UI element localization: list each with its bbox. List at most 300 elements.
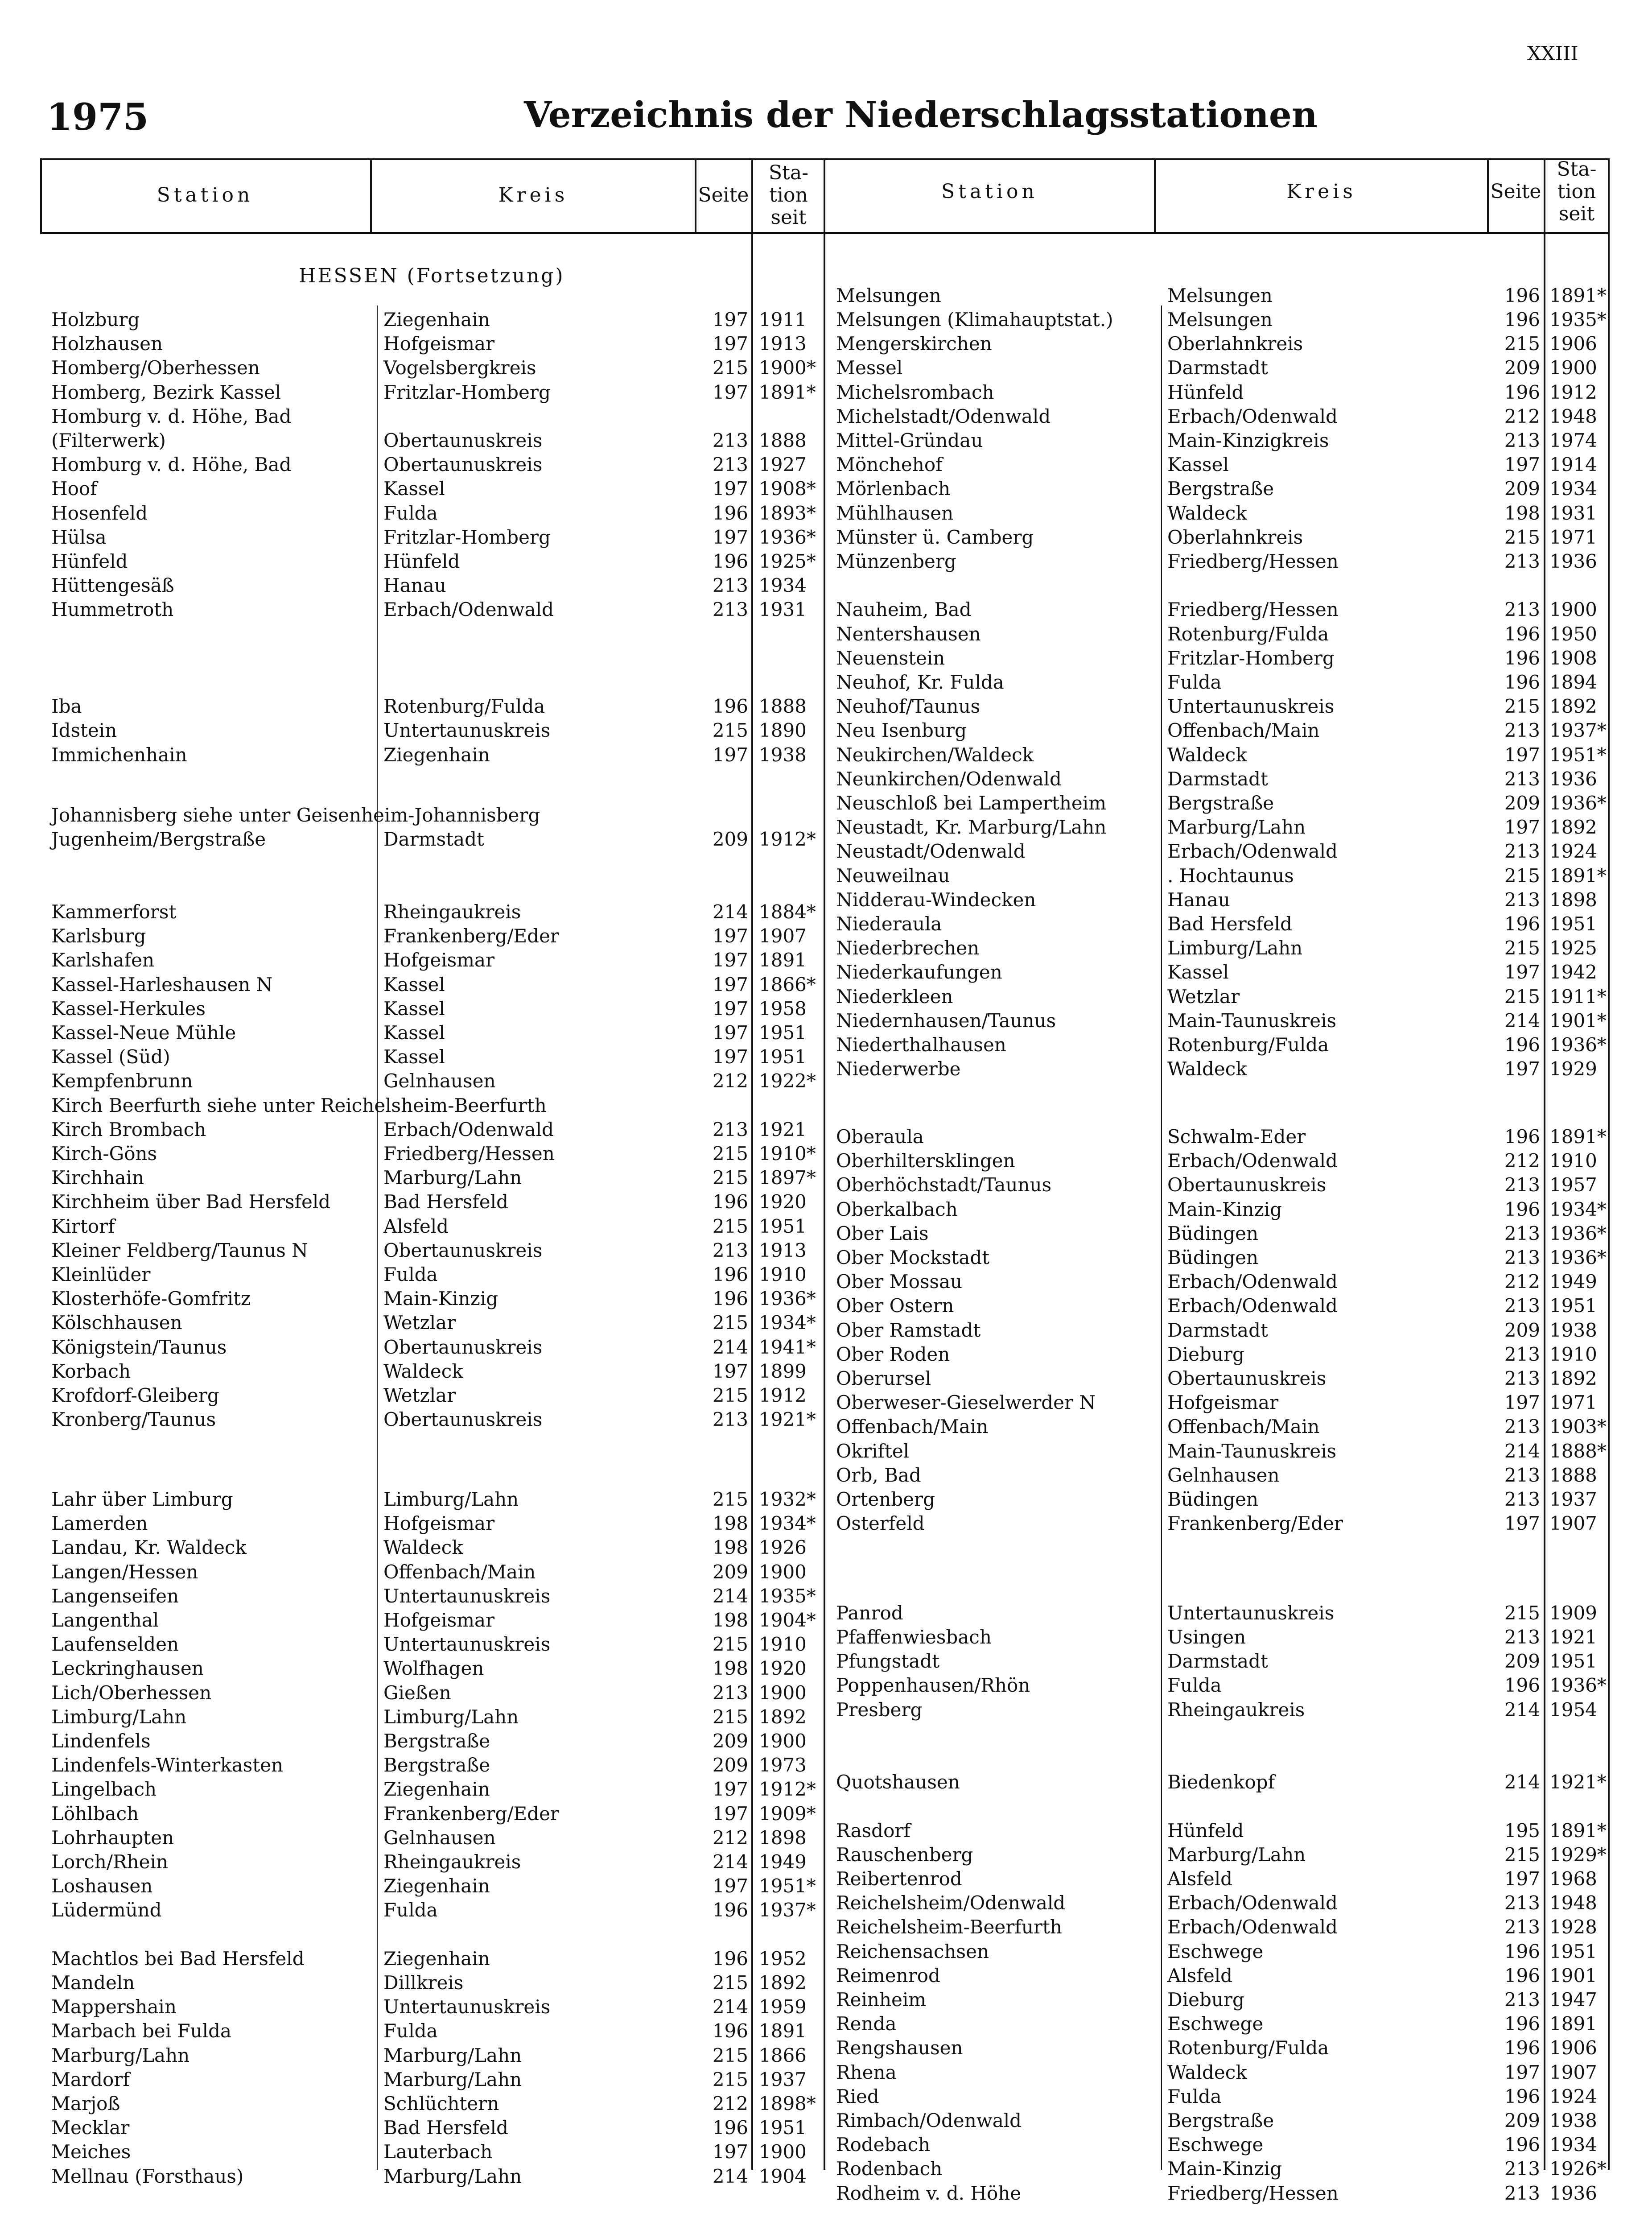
left-kreis: Obertaunuskreis: [383, 1239, 543, 1261]
right-seite: 213: [1504, 1222, 1540, 1244]
right-station-name: Melsungen: [836, 284, 941, 306]
right-seite: 214: [1504, 1009, 1540, 1032]
left-station-name: Hummetroth: [51, 599, 174, 621]
right-station-seit: 1894: [1549, 671, 1597, 693]
right-station-seit: 1901: [1549, 1964, 1597, 1986]
header-station: Station: [941, 180, 1038, 203]
right-seite: 214: [1504, 1698, 1540, 1721]
right-seite: 213: [1504, 1988, 1540, 2011]
left-seite: 215: [712, 1312, 748, 1334]
left-seite: 209: [712, 1754, 748, 1776]
left-seite: 215: [712, 1167, 748, 1189]
left-station-seit: 1866: [759, 2044, 807, 2066]
right-station-seit: 1891*: [1549, 864, 1607, 887]
left-seite: 196: [712, 2020, 748, 2042]
right-kreis: Gelnhausen: [1167, 1464, 1280, 1486]
left-kreis: Kassel: [383, 973, 445, 995]
right-seite: 196: [1504, 1940, 1540, 1962]
right-seite: 215: [1504, 985, 1540, 1008]
right-station-seit: 1926*: [1549, 2158, 1607, 2180]
right-station-seit: 1888*: [1549, 1440, 1607, 1462]
right-seite: 196: [1504, 1034, 1540, 1056]
left-seite: 197: [712, 1021, 748, 1044]
right-seite: 213: [1504, 599, 1540, 621]
left-station-name: Immichenhain: [51, 743, 187, 766]
right-station-seit: 1900: [1549, 357, 1597, 379]
right-seite: 209: [1504, 1319, 1540, 1341]
left-station-seit: 1937: [759, 2068, 807, 2090]
right-kreis: Büdingen: [1167, 1488, 1259, 1510]
left-kreis: Gelnhausen: [383, 1826, 496, 1849]
right-kreis: Eschwege: [1167, 1940, 1264, 1962]
right-station-name: Niederkaufungen: [836, 961, 1002, 983]
left-seite: 215: [712, 1488, 748, 1510]
left-kreis: Untertaunuskreis: [383, 1633, 551, 1656]
header-seit-1: Sta-: [1557, 158, 1597, 181]
left-kreis: Offenbach/Main: [383, 1561, 536, 1583]
col-divider: [1161, 306, 1162, 2170]
right-kreis: Bergstraße: [1167, 478, 1274, 500]
left-station-seit: 1900: [759, 1561, 807, 1583]
right-station-seit: 1891: [1549, 2013, 1597, 2035]
right-station-seit: 1971: [1549, 1392, 1597, 1414]
right-seite: 215: [1504, 864, 1540, 887]
left-station-seit: 1958: [759, 997, 807, 1020]
right-kreis: Schwalm-Eder: [1167, 1125, 1306, 1148]
left-station-name: Lüdermünd: [51, 1899, 162, 1921]
left-kreis: Rheingaukreis: [383, 900, 521, 923]
col-divider: [824, 158, 825, 2170]
right-station-seit: 1936: [1549, 550, 1597, 572]
left-station-name: Mardorf: [51, 2068, 130, 2090]
right-station-seit: 1951: [1549, 1650, 1597, 1672]
right-kreis: Friedberg/Hessen: [1167, 2182, 1339, 2204]
left-seite: 214: [712, 1850, 748, 1873]
right-seite: 198: [1504, 502, 1540, 524]
left-kreis: Gießen: [383, 1681, 451, 1704]
left-station-seit: 1952: [759, 1947, 807, 1970]
left-seite: 215: [712, 357, 748, 379]
right-station-name: Pfaffenwiesbach: [836, 1626, 992, 1648]
right-kreis: Friedberg/Hessen: [1167, 599, 1339, 621]
left-station-seit: 1920: [759, 1191, 807, 1213]
right-station-seit: 1910: [1549, 1150, 1597, 1172]
right-station-name: Ober Ramstadt: [836, 1319, 981, 1341]
right-kreis: Bergstraße: [1167, 2109, 1274, 2131]
left-seite: 196: [712, 550, 748, 572]
left-station-seit: 1910: [759, 1263, 807, 1285]
right-station-name: Neunkirchen/Odenwald: [836, 768, 1062, 790]
left-station-seit: 1910: [759, 1633, 807, 1656]
right-kreis: Fritzlar-Homberg: [1167, 647, 1335, 669]
left-station-seit: 1884*: [759, 900, 816, 923]
left-station-name: Kassel-Neue Mühle: [51, 1021, 236, 1044]
right-kreis: Offenbach/Main: [1167, 719, 1320, 742]
right-seite: 213: [1504, 1246, 1540, 1268]
right-station-name: Oberkalbach: [836, 1198, 958, 1220]
right-station-seit: 1936*: [1549, 792, 1607, 814]
left-seite: 212: [712, 1826, 748, 1849]
right-station-name: Niederkleen: [836, 985, 953, 1008]
right-seite: 196: [1504, 2085, 1540, 2107]
right-station-name: Oberhöchstadt/Taunus: [836, 1174, 1052, 1196]
left-kreis: Erbach/Odenwald: [383, 599, 554, 621]
left-station-seit: 1937*: [759, 1899, 816, 1921]
left-seite: 214: [712, 1996, 748, 2018]
left-station-seit: 1920: [759, 1657, 807, 1680]
right-station-name: Pfungstadt: [836, 1650, 940, 1672]
left-station-seit: 1912*: [759, 828, 816, 851]
left-kreis: Obertaunuskreis: [383, 1408, 543, 1431]
left-seite: 197: [712, 743, 748, 766]
right-kreis: Marburg/Lahn: [1167, 1843, 1306, 1866]
left-station-name: Kronberg/Taunus: [51, 1408, 216, 1431]
right-station-seit: 1891*: [1549, 284, 1607, 306]
right-seite: 215: [1504, 1843, 1540, 1866]
right-seite: 196: [1504, 913, 1540, 935]
right-kreis: Rheingaukreis: [1167, 1698, 1305, 1721]
right-station-seit: 1936*: [1549, 1674, 1607, 1697]
right-seite: 209: [1504, 478, 1540, 500]
left-station-seit: 1959: [759, 1996, 807, 2018]
right-station-name: Neustadt/Odenwald: [836, 840, 1026, 863]
page-title: Verzeichnis der Niederschlagsstationen: [524, 94, 1318, 136]
right-station-seit: 1947: [1549, 1988, 1597, 2011]
left-station-name: Lahr über Limburg: [51, 1488, 233, 1510]
right-seite: 213: [1504, 840, 1540, 863]
right-station-seit: 1948: [1549, 1892, 1597, 1914]
right-kreis: Melsungen: [1167, 284, 1273, 306]
right-station-name: Neuschloß bei Lampertheim: [836, 792, 1107, 814]
header-seit-3: seit: [770, 206, 807, 229]
left-kreis: Lauterbach: [383, 2141, 493, 2163]
left-kreis: Hofgeismar: [383, 333, 495, 355]
left-seite: 196: [712, 1191, 748, 1213]
right-station-seit: 1901*: [1549, 1009, 1607, 1032]
right-station-seit: 1900: [1549, 599, 1597, 621]
right-station-name: Messel: [836, 357, 903, 379]
left-seite: 212: [712, 2092, 748, 2114]
left-kreis: Ziegenhain: [383, 1778, 490, 1801]
right-station-name: Münzenberg: [836, 550, 956, 572]
right-seite: 213: [1504, 2182, 1540, 2204]
col-divider: [751, 158, 753, 2170]
right-seite: 209: [1504, 792, 1540, 814]
right-kreis: Erbach/Odenwald: [1167, 1271, 1338, 1293]
right-kreis: Rotenburg/Fulda: [1167, 1034, 1329, 1056]
right-station-name: Rodenbach: [836, 2158, 943, 2180]
left-seite: 214: [712, 900, 748, 923]
right-seite: 215: [1504, 1602, 1540, 1624]
left-kreis: Schlüchtern: [383, 2092, 499, 2114]
left-seite: 197: [712, 1360, 748, 1382]
right-station-name: Ober Mossau: [836, 1271, 963, 1293]
left-station-seit: 1900: [759, 2141, 807, 2163]
left-station-name: Homberg, Bezirk Kassel: [51, 381, 281, 403]
right-seite: 197: [1504, 1392, 1540, 1414]
left-station-name: Löhlbach: [51, 1802, 139, 1825]
left-seite: 196: [712, 1288, 748, 1310]
right-station-seit: 1892: [1549, 1367, 1597, 1389]
left-kreis: Bad Hersfeld: [383, 2117, 508, 2139]
left-seite: 214: [712, 1585, 748, 1607]
right-station-seit: 1903*: [1549, 1416, 1607, 1438]
right-seite: 196: [1504, 284, 1540, 306]
right-station-seit: 1936*: [1549, 1034, 1607, 1056]
right-station-name: Niederaula: [836, 913, 942, 935]
right-station-seit: 1968: [1549, 1867, 1597, 1890]
right-station-seit: 1951: [1549, 1940, 1597, 1962]
right-station-name: Ortenberg: [836, 1488, 935, 1510]
left-seite: 213: [712, 1239, 748, 1261]
left-seite: 209: [712, 828, 748, 851]
right-station-name: Michelstadt/Odenwald: [836, 405, 1051, 427]
left-station-name: Laufenselden: [51, 1633, 179, 1656]
right-kreis: Waldeck: [1167, 743, 1247, 766]
left-station-name: Langenseifen: [51, 1585, 179, 1607]
section-heading: HESSEN (Fortsetzung): [299, 264, 565, 287]
right-station-name: Rauschenberg: [836, 1843, 973, 1866]
header-seit-1: Sta-: [769, 161, 808, 184]
right-station-name: Presberg: [836, 1698, 923, 1721]
header-seit-2: tion: [769, 184, 808, 206]
left-seite: 198: [712, 1512, 748, 1535]
left-seite: 213: [712, 599, 748, 621]
right-kreis: Fulda: [1167, 2085, 1222, 2107]
right-kreis: Darmstadt: [1167, 1319, 1268, 1341]
right-station-seit: 1929: [1549, 1058, 1597, 1080]
right-seite: 212: [1504, 405, 1540, 427]
left-kreis: Darmstadt: [383, 828, 484, 851]
right-station-name: Mühlhausen: [836, 502, 954, 524]
left-station-name: Limburg/Lahn: [51, 1706, 187, 1728]
right-seite: 212: [1504, 1271, 1540, 1293]
right-seite: 215: [1504, 695, 1540, 718]
left-seite: 209: [712, 1730, 748, 1752]
left-kreis: Erbach/Odenwald: [383, 1118, 554, 1140]
right-kreis: Oberlahnkreis: [1167, 526, 1303, 548]
left-seite: 197: [712, 1802, 748, 1825]
left-seite: 214: [712, 2165, 748, 2187]
left-station-seit: 1934*: [759, 1312, 816, 1334]
right-kreis: Büdingen: [1167, 1222, 1259, 1244]
left-station-seit: 1973: [759, 1754, 807, 1776]
left-station-name: Kirchheim über Bad Hersfeld: [51, 1191, 331, 1213]
left-kreis: Wetzlar: [383, 1312, 456, 1334]
left-kreis: Alsfeld: [383, 1215, 449, 1237]
left-station-seit: 1934*: [759, 1512, 816, 1535]
col-divider: [1608, 158, 1610, 2170]
right-station-name: Neukirchen/Waldeck: [836, 743, 1034, 766]
right-seite: 196: [1504, 623, 1540, 645]
left-station-seit: 1951: [759, 1046, 807, 1068]
left-station-name: Landau, Kr. Waldeck: [51, 1536, 247, 1559]
right-kreis: Bergstraße: [1167, 792, 1274, 814]
left-kreis: Hanau: [383, 574, 446, 597]
right-kreis: Wetzlar: [1167, 985, 1240, 1008]
right-seite: 213: [1504, 888, 1540, 911]
right-kreis: Hanau: [1167, 888, 1230, 911]
left-station-name: Leckringhausen: [51, 1657, 204, 1680]
right-kreis: Darmstadt: [1167, 768, 1268, 790]
right-station-seit: 1911*: [1549, 985, 1607, 1008]
left-station-name: Karlshafen: [51, 949, 155, 971]
right-seite: 212: [1504, 1150, 1540, 1172]
right-station-seit: 1898: [1549, 888, 1597, 911]
left-kreis: Fulda: [383, 2020, 438, 2042]
left-station-seit: 1936*: [759, 1288, 816, 1310]
left-station-name: Iba: [51, 695, 82, 718]
left-kreis: Frankenberg/Eder: [383, 1802, 559, 1825]
left-kreis: Ziegenhain: [383, 743, 490, 766]
right-station-name: Niederthalhausen: [836, 1034, 1006, 1056]
right-kreis: Main-Kinzig: [1167, 1198, 1282, 1220]
left-station-seit: 1927: [759, 454, 807, 476]
left-station-seit: 1921*: [759, 1408, 816, 1431]
right-station-seit: 1954: [1549, 1698, 1597, 1721]
left-station-seit: 1951: [759, 1021, 807, 1044]
right-seite: 213: [1504, 719, 1540, 742]
right-station-name: Neuenstein: [836, 647, 945, 669]
left-station-name: Königstein/Taunus: [51, 1336, 227, 1358]
right-seite: 213: [1504, 550, 1540, 572]
left-station-seit: 1931: [759, 599, 807, 621]
right-station-seit: 1936*: [1549, 1222, 1607, 1244]
left-station-seit: 1922*: [759, 1070, 816, 1092]
left-station-seit: 1866*: [759, 973, 816, 995]
left-seite: 197: [712, 2141, 748, 2163]
right-station-name: Reibertenrod: [836, 1867, 962, 1890]
left-kreis: Dillkreis: [383, 1971, 464, 1994]
left-seite: 197: [712, 526, 748, 548]
right-station-seit: 1914: [1549, 454, 1597, 476]
left-kreis: Hofgeismar: [383, 1609, 495, 1631]
right-station-name: Mönchehof: [836, 454, 943, 476]
right-station-name: Okriftel: [836, 1440, 910, 1462]
left-kreis: Friedberg/Hessen: [383, 1142, 555, 1165]
right-station-name: Oberhiltersklingen: [836, 1150, 1015, 1172]
right-seite: 213: [1504, 1295, 1540, 1317]
left-kreis: Rotenburg/Fulda: [383, 695, 545, 718]
left-seite: 215: [712, 2068, 748, 2090]
right-seite: 196: [1504, 1125, 1540, 1148]
left-station-name: Kirch Beerfurth siehe unter Reichelsheim-Beerfurth: [51, 1094, 547, 1116]
left-station-seit: 1909*: [759, 1802, 816, 1825]
left-seite: 209: [712, 1561, 748, 1583]
right-station-name: Reimenrod: [836, 1964, 940, 1986]
left-station-seit: 1904: [759, 2165, 807, 2187]
right-seite: 209: [1504, 1650, 1540, 1672]
right-station-seit: 1935*: [1549, 309, 1607, 330]
left-kreis: Fulda: [383, 1263, 438, 1285]
left-station-seit: 1904*: [759, 1609, 816, 1631]
left-station-name: Marjoß: [51, 2092, 120, 2114]
left-kreis: Fulda: [383, 502, 438, 524]
right-kreis: Limburg/Lahn: [1167, 937, 1303, 959]
left-station-seit: 1892: [759, 1971, 807, 1994]
left-station-name: Kempfenbrunn: [51, 1070, 193, 1092]
left-seite: 198: [712, 1536, 748, 1559]
right-station-name: Neuhof, Kr. Fulda: [836, 671, 1004, 693]
left-kreis: Bergstraße: [383, 1730, 490, 1752]
right-station-name: Nauheim, Bad: [836, 599, 972, 621]
right-seite: 196: [1504, 1198, 1540, 1220]
left-kreis: Hünfeld: [383, 550, 460, 572]
right-station-seit: 1951: [1549, 913, 1597, 935]
left-kreis: Kassel: [383, 1046, 445, 1068]
right-station-name: Mengerskirchen: [836, 333, 992, 355]
right-station-name: Michelsrombach: [836, 381, 994, 403]
left-station-name: Mellnau (Forsthaus): [51, 2165, 244, 2187]
right-station-name: Rimbach/Odenwald: [836, 2109, 1022, 2131]
right-kreis: Darmstadt: [1167, 357, 1268, 379]
right-station-seit: 1892: [1549, 695, 1597, 718]
left-station-seit: 1891: [759, 949, 807, 971]
right-seite: 197: [1504, 454, 1540, 476]
left-station-seit: 1934: [759, 574, 807, 597]
left-station-seit: 1900: [759, 1730, 807, 1752]
right-station-seit: 1971: [1549, 526, 1597, 548]
right-station-name: Oberaula: [836, 1125, 924, 1148]
right-seite: 196: [1504, 309, 1540, 330]
right-kreis: Erbach/Odenwald: [1167, 1916, 1338, 1938]
left-seite: 213: [712, 429, 748, 451]
left-kreis: Ziegenhain: [383, 309, 490, 330]
right-kreis: Erbach/Odenwald: [1167, 1892, 1338, 1914]
left-station-seit: 1921: [759, 1118, 807, 1140]
col-divider: [1544, 158, 1545, 2170]
left-kreis: Ziegenhain: [383, 1875, 490, 1897]
right-seite: 214: [1504, 1771, 1540, 1793]
left-station-seit: 1941*: [759, 1336, 816, 1358]
left-station-seit: 1949: [759, 1850, 807, 1873]
right-station-name: Niederwerbe: [836, 1058, 961, 1080]
right-kreis: Alsfeld: [1167, 1867, 1233, 1890]
right-station-name: Reichelsheim/Odenwald: [836, 1892, 1066, 1914]
left-kreis: Kassel: [383, 478, 445, 500]
right-kreis: Offenbach/Main: [1167, 1416, 1320, 1438]
right-station-seit: 1924: [1549, 2085, 1597, 2107]
left-station-name: Hülsa: [51, 526, 107, 548]
left-station-name: Klosterhöfe-Gomfritz: [51, 1288, 251, 1310]
right-station-name: Rhena: [836, 2061, 897, 2083]
right-station-name: Osterfeld: [836, 1512, 925, 1535]
left-station-name: Meiches: [51, 2141, 131, 2163]
right-seite: 196: [1504, 671, 1540, 693]
right-seite: 213: [1504, 1174, 1540, 1196]
right-station-seit: 1929*: [1549, 1843, 1607, 1866]
right-station-seit: 1942: [1549, 961, 1597, 983]
left-station-seit: 1899: [759, 1360, 807, 1382]
right-station-seit: 1891*: [1549, 1819, 1607, 1842]
left-station-seit: 1951*: [759, 1875, 816, 1897]
left-station-name: Mecklar: [51, 2117, 130, 2139]
left-station-seit: 1935*: [759, 1585, 816, 1607]
left-station-name: Lindenfels: [51, 1730, 151, 1752]
left-seite: 197: [712, 973, 748, 995]
right-station-seit: 1908: [1549, 647, 1597, 669]
left-kreis: Untertaunuskreis: [383, 1585, 551, 1607]
left-station-name: Kirch Brombach: [51, 1118, 206, 1140]
left-seite: 215: [712, 1706, 748, 1728]
left-kreis: Marburg/Lahn: [383, 1167, 522, 1189]
left-seite: 196: [712, 502, 748, 524]
right-station-name: Ober Mockstadt: [836, 1246, 990, 1268]
left-kreis: Obertaunuskreis: [383, 454, 543, 476]
right-kreis: Erbach/Odenwald: [1167, 1150, 1338, 1172]
left-seite: 215: [712, 1384, 748, 1406]
header-station: Station: [157, 184, 254, 206]
